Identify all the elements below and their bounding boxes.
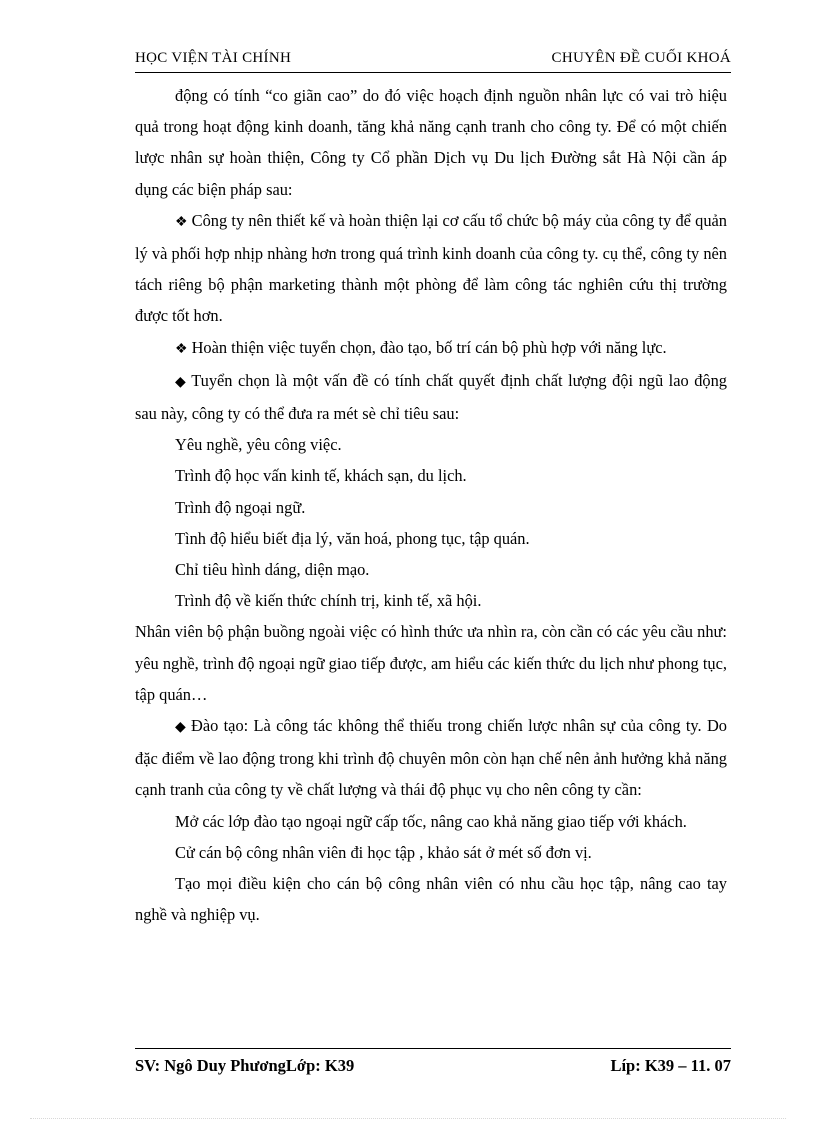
bullet-diamond-icon: ❖ [175, 214, 188, 230]
criteria-item: Chỉ tiêu hình dáng, diện mạo. [175, 560, 370, 580]
bullet-item-recruitment-text: Hoàn thiện việc tuyển chọn, đào tạo, bố trí cán bộ phù hợp với năng lực. [191, 337, 667, 357]
paragraph-room-staff: Nhân viên bộ phận buồng ngoài việc có hình thức ưa nhìn ra, còn cần có các yêu cầu như: yêu nghề, trình độ ngoại ngữ giao tiếp được, am hiểu các kiến thức du lịch như phong tục, tập quán… [135, 622, 727, 704]
header-institution: HỌC VIỆN TÀI CHÍNH [135, 50, 292, 66]
header-document-type: CHUYÊN ĐỀ CUỐI KHOÁ [551, 50, 731, 66]
paragraph-intro [135, 80, 727, 205]
footer-student: SV: Ngô Duy PhươngLớp: K39 [135, 1056, 355, 1075]
document-body [135, 80, 727, 930]
criteria-item: Trình độ ngoại ngữ. [175, 497, 306, 517]
bullet-item-recruitment [135, 332, 727, 365]
subitem-selection-text: Tuyển chọn là một vấn đề có tính chất quyết định chất lượng đội ngũ lao động sau này, công ty có thể đưa ra mét sè chỉ tiêu sau: [135, 370, 727, 424]
subitem-training [135, 710, 727, 806]
criteria-item: Yêu nghề, yêu công việc. [175, 435, 342, 455]
solid-diamond-icon: ◆ [175, 720, 187, 736]
bullet-item-structure [135, 205, 727, 332]
criteria-item: Trình độ học vấn kinh tế, khách sạn, du lịch. [175, 466, 467, 486]
paragraph-intro-text: động có tính “co giãn cao” do đó việc hoạch định nguồn nhân lực có vai trò hiệu quả trong hoạt động kinh doanh, tăng khả năng cạnh tranh cho công ty. Để có một chiến lược nhân sự hoàn thiện, Công ty Cổ phần Dịch vụ Du lịch Đường sắt Hà Nội cần áp dụng các biện pháp sau: [135, 86, 727, 199]
criteria-item: Trình độ về kiến thức chính trị, kinh tế, xã hội. [175, 591, 482, 611]
training-measure-language: Mở các lớp đào tạo ngoại ngữ cấp tốc, nâng cao khả năng giao tiếp với khách. [175, 811, 687, 831]
subitem-selection [135, 365, 727, 429]
page-edge-divider [30, 1118, 786, 1119]
training-measure-support: Tạo mọi điều kiện cho cán bộ công nhân viên có nhu cầu học tập, nâng cao tay nghề và nghiệp vụ. [135, 874, 727, 925]
subitem-training-text: Đào tạo: Là công tác không thể thiếu trong chiến lược nhân sự của công ty. Do đặc điểm về lao động trong khi trình độ chuyên môn còn hạn chế nên ảnh hưởng khả năng cạnh tranh của công ty về chất lượng và thái độ phục vụ cho nên công ty cần: [135, 716, 727, 800]
footer-class: Líp: K39 – 11. 07 [610, 1056, 731, 1075]
training-measure-survey: Cử cán bộ công nhân viên đi học tập , khảo sát ở mét số đơn vị. [175, 842, 592, 862]
page-footer [135, 1048, 731, 1075]
bullet-diamond-icon: ❖ [175, 341, 188, 357]
page-header [135, 48, 731, 73]
criteria-item: Tình độ hiểu biết địa lý, văn hoá, phong tục, tập quán. [175, 528, 530, 548]
bullet-item-structure-text: Công ty nên thiết kế và hoàn thiện lại cơ cấu tổ chức bộ máy của công ty để quản lý và phối hợp nhịp nhàng hơn trong quá trình kinh doanh của công ty. cụ thể, công ty nên tách riêng bộ phận marketing thành một phòng để làm công tác nghiên cứu thị trường được tốt hơn. [135, 210, 727, 326]
solid-diamond-icon: ◆ [175, 374, 188, 390]
